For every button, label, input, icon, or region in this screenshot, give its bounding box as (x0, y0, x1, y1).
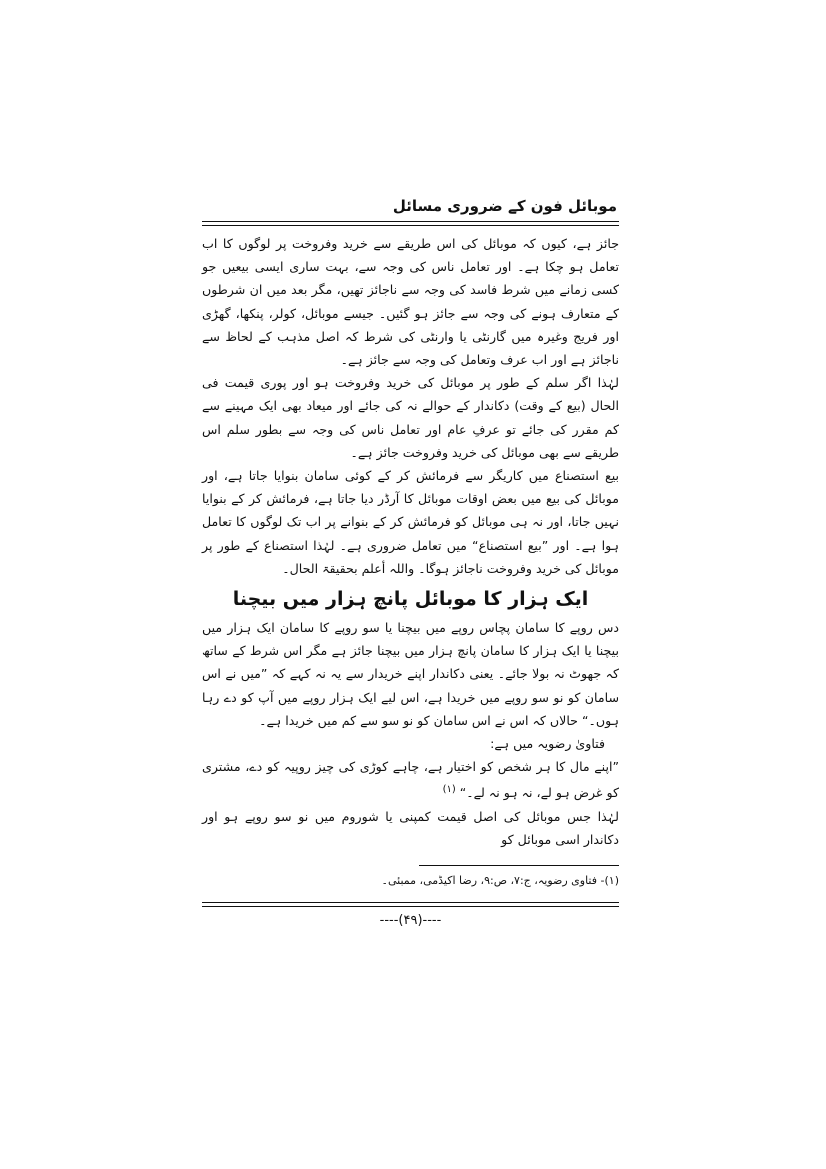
quote-label: فتاویٰ رضویہ میں ہے: (490, 736, 605, 752)
page-number: ----(۴۹)---- (379, 913, 442, 929)
paragraph-1: جائز ہے، کیوں کہ موبائل کی اس طریقے سے خرید وفروخت پر لوگوں کا اب تعامل ہو چکا ہے۔ اور تعامل ناس کی وجہ سے، بہت ساری ایسی بیعیں جو کسی زمانے میں شرط فاسد کی وجہ سے ناجائز تھیں، مگر بعد میں ان شرطوں کے متعارف ہونے کی وجہ سے جائز ہو گئیں۔ جیسے موبائل، کولر، پنکھا، گھڑی اور فریج وغیرہ میں گارنٹی یا وارنٹی کی شرط کہ اصل مذہب کے لحاظ سے ناجائز ہے اور اب عرف وتعامل کی وجہ سے جائز ہے۔ (202, 236, 619, 368)
closing-paragraph: لہٰذا جس موبائل کی اصل قیمت کمپنی یا شوروم میں نو سو روپے ہو اور دکاندار اسی موبائل کو (202, 808, 619, 848)
footnote-rule (419, 865, 619, 866)
running-header: موبائل فون کے ضروری مسائل (392, 197, 617, 215)
paragraph-2: لہٰذا اگر سلم کے طور پر موبائل کی خرید وفروخت ہو اور پوری قیمت فی الحال (بیع کے وقت) دکاندار کے حوالے نہ کی جائے اور میعاد بھی ایک مہینے سے کم مقرر کی جائے تو عرفِ عام اور تعامل ناس کی وجہ سے بطور سلم اس طریقے سے بھی موبائل کی خرید وفروخت جائز ہے۔ (202, 375, 619, 460)
section-heading: ایک ہزار کا موبائل پانچ ہزار میں بیچنا (232, 588, 589, 611)
footnote: (۱)- فتاوی رضویہ، ج:۷، ص:۹، رضا اکیڈمی، ممبئی۔ (381, 874, 619, 888)
book-page (202, 195, 619, 928)
header-rule (202, 221, 619, 226)
paragraph-3: بیع استصناع میں کاریگر سے فرمائش کر کے کوئی سامان بنوایا جاتا ہے، اور موبائل کی بیع میں بعض اوقات موبائل کا آرڈر دیا جاتا ہے، فرمائش کر کے بنوایا نہیں جاتا، اور نہ ہی موبائل کو فرمائش کر کے بنوانے پر اب تک لوگوں کا تعامل ہوا ہے۔ اور ”بیع استصناع“ میں تعامل ضروری ہے۔ لہٰذا استصناع کے طور پر موبائل کی خرید وفروخت ناجائز ہوگا۔ واللہ أعلم بحقیقۃ الحال۔ (202, 468, 619, 576)
quote-text (202, 755, 619, 805)
footer-rule (202, 902, 619, 907)
body-text (202, 232, 619, 851)
section-paragraph: دس روپے کا سامان پچاس روپے میں بیچنا یا سو روپے کا سامان ایک ہزار میں بیچنا یا ایک ہزار کا سامان پانچ ہزار میں بیچنا جائز ہے مگر اس شرط کے ساتھ کہ جھوٹ نہ بولا جائے۔ یعنی دکاندار اپنے خریدار سے یہ نہ کہے کہ ”میں نے اس سامان کو نو سو روپے میں خریدا ہے، اس لیے ایک ہزار روپے میں آپ کو دے رہا ہوں۔“ حالاں کہ اس نے اس سامان کو نو سو سے کم میں خریدا ہے۔ (202, 620, 619, 728)
footnote-reference: (۱) (442, 784, 456, 796)
quote-body: ”اپنے مال کا ہر شخص کو اختیار ہے، چاہے کوڑی کی چیز روپیہ کو دے، مشتری کو غرض ہو لے، نہ ہو نہ لے۔“ (202, 759, 619, 801)
